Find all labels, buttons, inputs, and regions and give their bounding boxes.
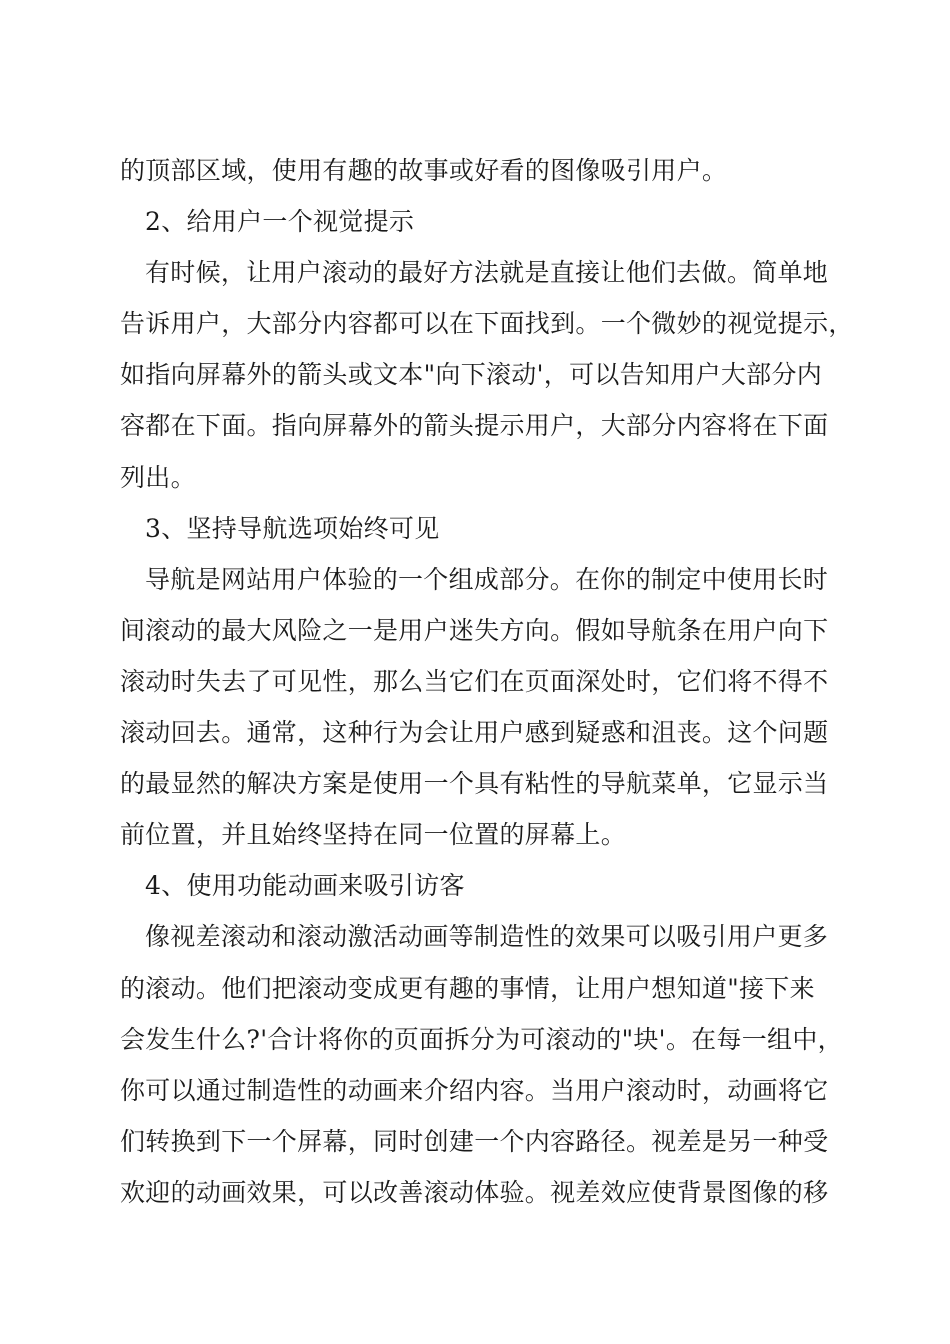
- paragraph-line: 你可以通过制造性的动画来介绍内容。当用户滚动时，动画将它: [120, 1075, 829, 1105]
- paragraph-line: 间滚动的最大风险之一是用户迷失方向。假如导航条在用户向下: [120, 615, 829, 645]
- document-body: [120, 145, 854, 1218]
- paragraph-line: 滚动时失去了可见性，那么当它们在页面深处时，它们将不得不: [120, 666, 829, 696]
- paragraph-line: 如指向屏幕外的箭头或文本"向下滚动'，可以告知用户大部分内: [120, 360, 823, 390]
- paragraph-line: 欢迎的动画效果，可以改善滚动体验。视差效应使背景图像的移: [120, 1177, 829, 1207]
- section-heading: 2、给用户一个视觉提示: [145, 207, 415, 237]
- paragraph-line: 有时候，让用户滚动的最好方法就是直接让他们去做。简单地: [145, 258, 829, 288]
- paragraph-line: 列出。: [120, 462, 196, 492]
- section-heading: 4、使用功能动画来吸引访客: [145, 871, 465, 901]
- paragraph-line: 的顶部区域，使用有趣的故事或好看的图像吸引用户。: [120, 156, 728, 185]
- paragraph-line: 滚动回去。通常，这种行为会让用户感到疑惑和沮丧。这个问题: [120, 718, 829, 748]
- paragraph-line: 导航是网站用户体验的一个组成部分。在你的制定中使用长时: [145, 564, 829, 594]
- paragraph-line: 的滚动。他们把滚动变成更有趣的事情，让用户想知道"接下来: [120, 973, 815, 1003]
- paragraph-line: 像视差滚动和滚动激活动画等制造性的效果可以吸引用户更多: [145, 922, 829, 952]
- paragraph-line: 会发生什么?'合计将你的页面拆分为可滚动的"块'。在每一组中，: [120, 1024, 843, 1054]
- paragraph-line: 的最显然的解决方案是使用一个具有粘性的导航菜单，它显示当: [120, 769, 829, 799]
- section-heading: 3、坚持导航选项始终可见: [145, 513, 440, 543]
- paragraph-line: 容都在下面。指向屏幕外的箭头提示用户，大部分内容将在下面: [120, 411, 829, 441]
- paragraph-line: 们转换到下一个屏幕，同时创建一个内容路径。视差是另一种受: [120, 1126, 829, 1156]
- paragraph-line: 前位置，并且始终坚持在同一位置的屏幕上。: [120, 820, 627, 850]
- paragraph-line: 告诉用户，大部分内容都可以在下面找到。一个微妙的视觉提示，: [120, 309, 854, 339]
